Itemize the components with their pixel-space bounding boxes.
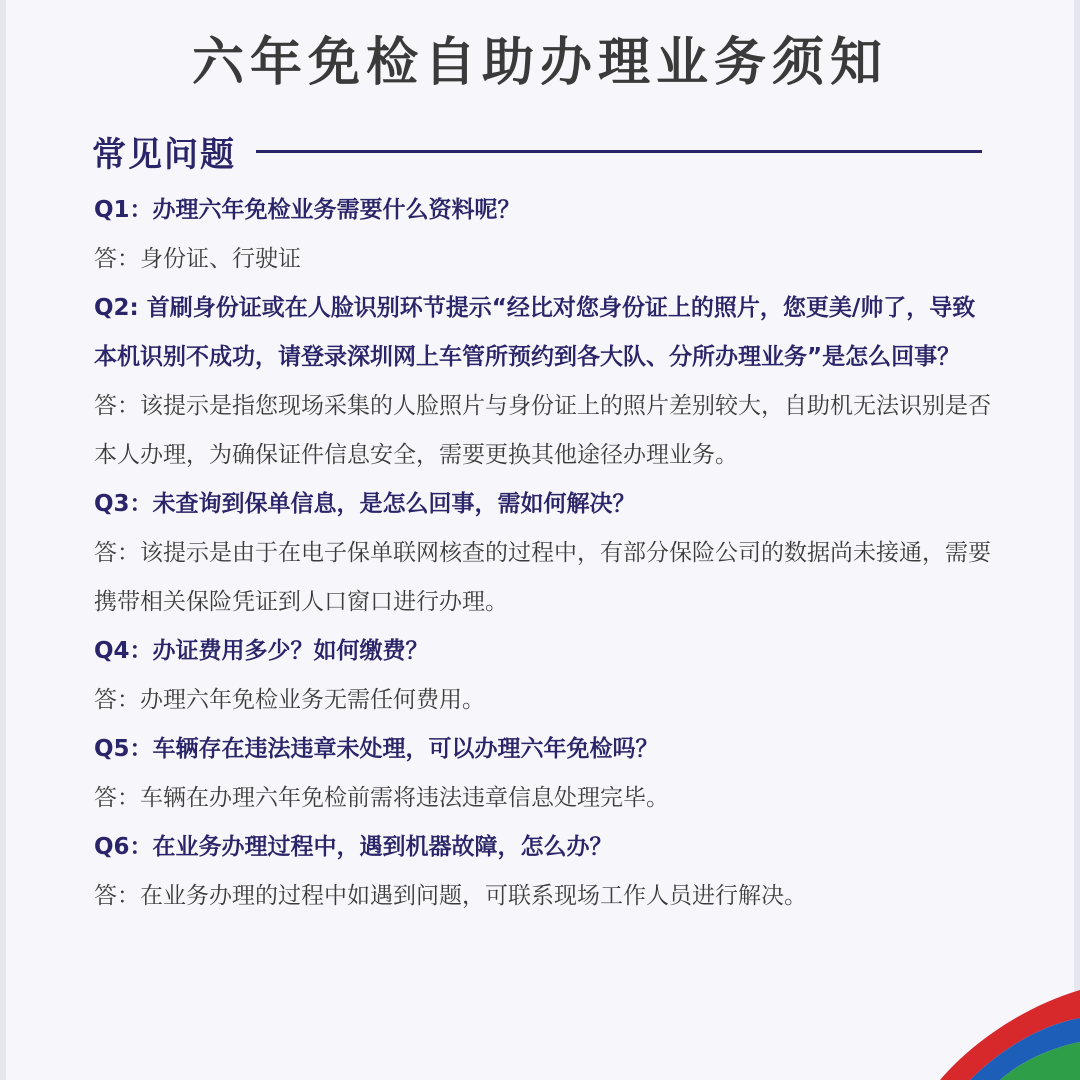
faq-item-5 [94, 725, 994, 823]
faq-item-2 [94, 284, 994, 480]
faq-item-4 [94, 627, 994, 725]
faq-answer-4: 答：办理六年免检业务无需任何费用。 [94, 687, 485, 713]
page-title: 六年免检自助办理业务须知 [191, 33, 888, 93]
faq-list [94, 186, 994, 921]
faq-answer-5: 答：车辆在办理六年免检前需将违法违章信息处理完毕。 [94, 785, 669, 811]
faq-section-title: 常见问题 [92, 134, 236, 175]
faq-question-2: Q2: 首刷身份证或在人脸识别环节提示“经比对您身份证上的照片，您更美/帅了，导致本机识别不成功，请登录深圳网上车管所预约到各大队、分所办理业务”是怎么回事？ [94, 295, 976, 370]
faq-answer-3: 答：该提示是由于在电子保单联网核查的过程中，有部分保险公司的数据尚未接通，需要携带相关保险凭证到人口窗口进行办理。 [94, 540, 991, 615]
faq-answer-2: 答：该提示是指您现场采集的人脸照片与身份证上的照片差别较大，自助机无法识别是否本人办理，为确保证件信息安全，需要更换其他途径办理业务。 [94, 393, 991, 468]
faq-question-4: Q4：办证费用多少？如何缴费？ [94, 638, 429, 664]
faq-answer-1: 答：身份证、行驶证 [94, 246, 301, 272]
faq-section-header [92, 126, 982, 176]
faq-question-5: Q5：车辆存在违法违章未处理，可以办理六年免检吗？ [94, 736, 659, 762]
faq-question-1: Q1：办理六年免检业务需要什么资料呢？ [94, 197, 521, 223]
faq-item-3 [94, 480, 994, 627]
faq-question-3: Q3：未查询到保单信息，是怎么回事，需如何解决？ [94, 491, 636, 517]
section-divider [256, 150, 982, 153]
faq-item-1 [94, 186, 994, 284]
corner-decoration [900, 980, 1080, 1080]
faq-answer-6: 答：在业务办理的过程中如遇到问题，可联系现场工作人员进行解决。 [94, 883, 807, 909]
right-border [1074, 0, 1080, 1080]
faq-question-6: Q6：在业务办理过程中，遇到机器故障，怎么办？ [94, 834, 613, 860]
faq-item-6 [94, 823, 994, 921]
left-border [0, 0, 6, 1080]
